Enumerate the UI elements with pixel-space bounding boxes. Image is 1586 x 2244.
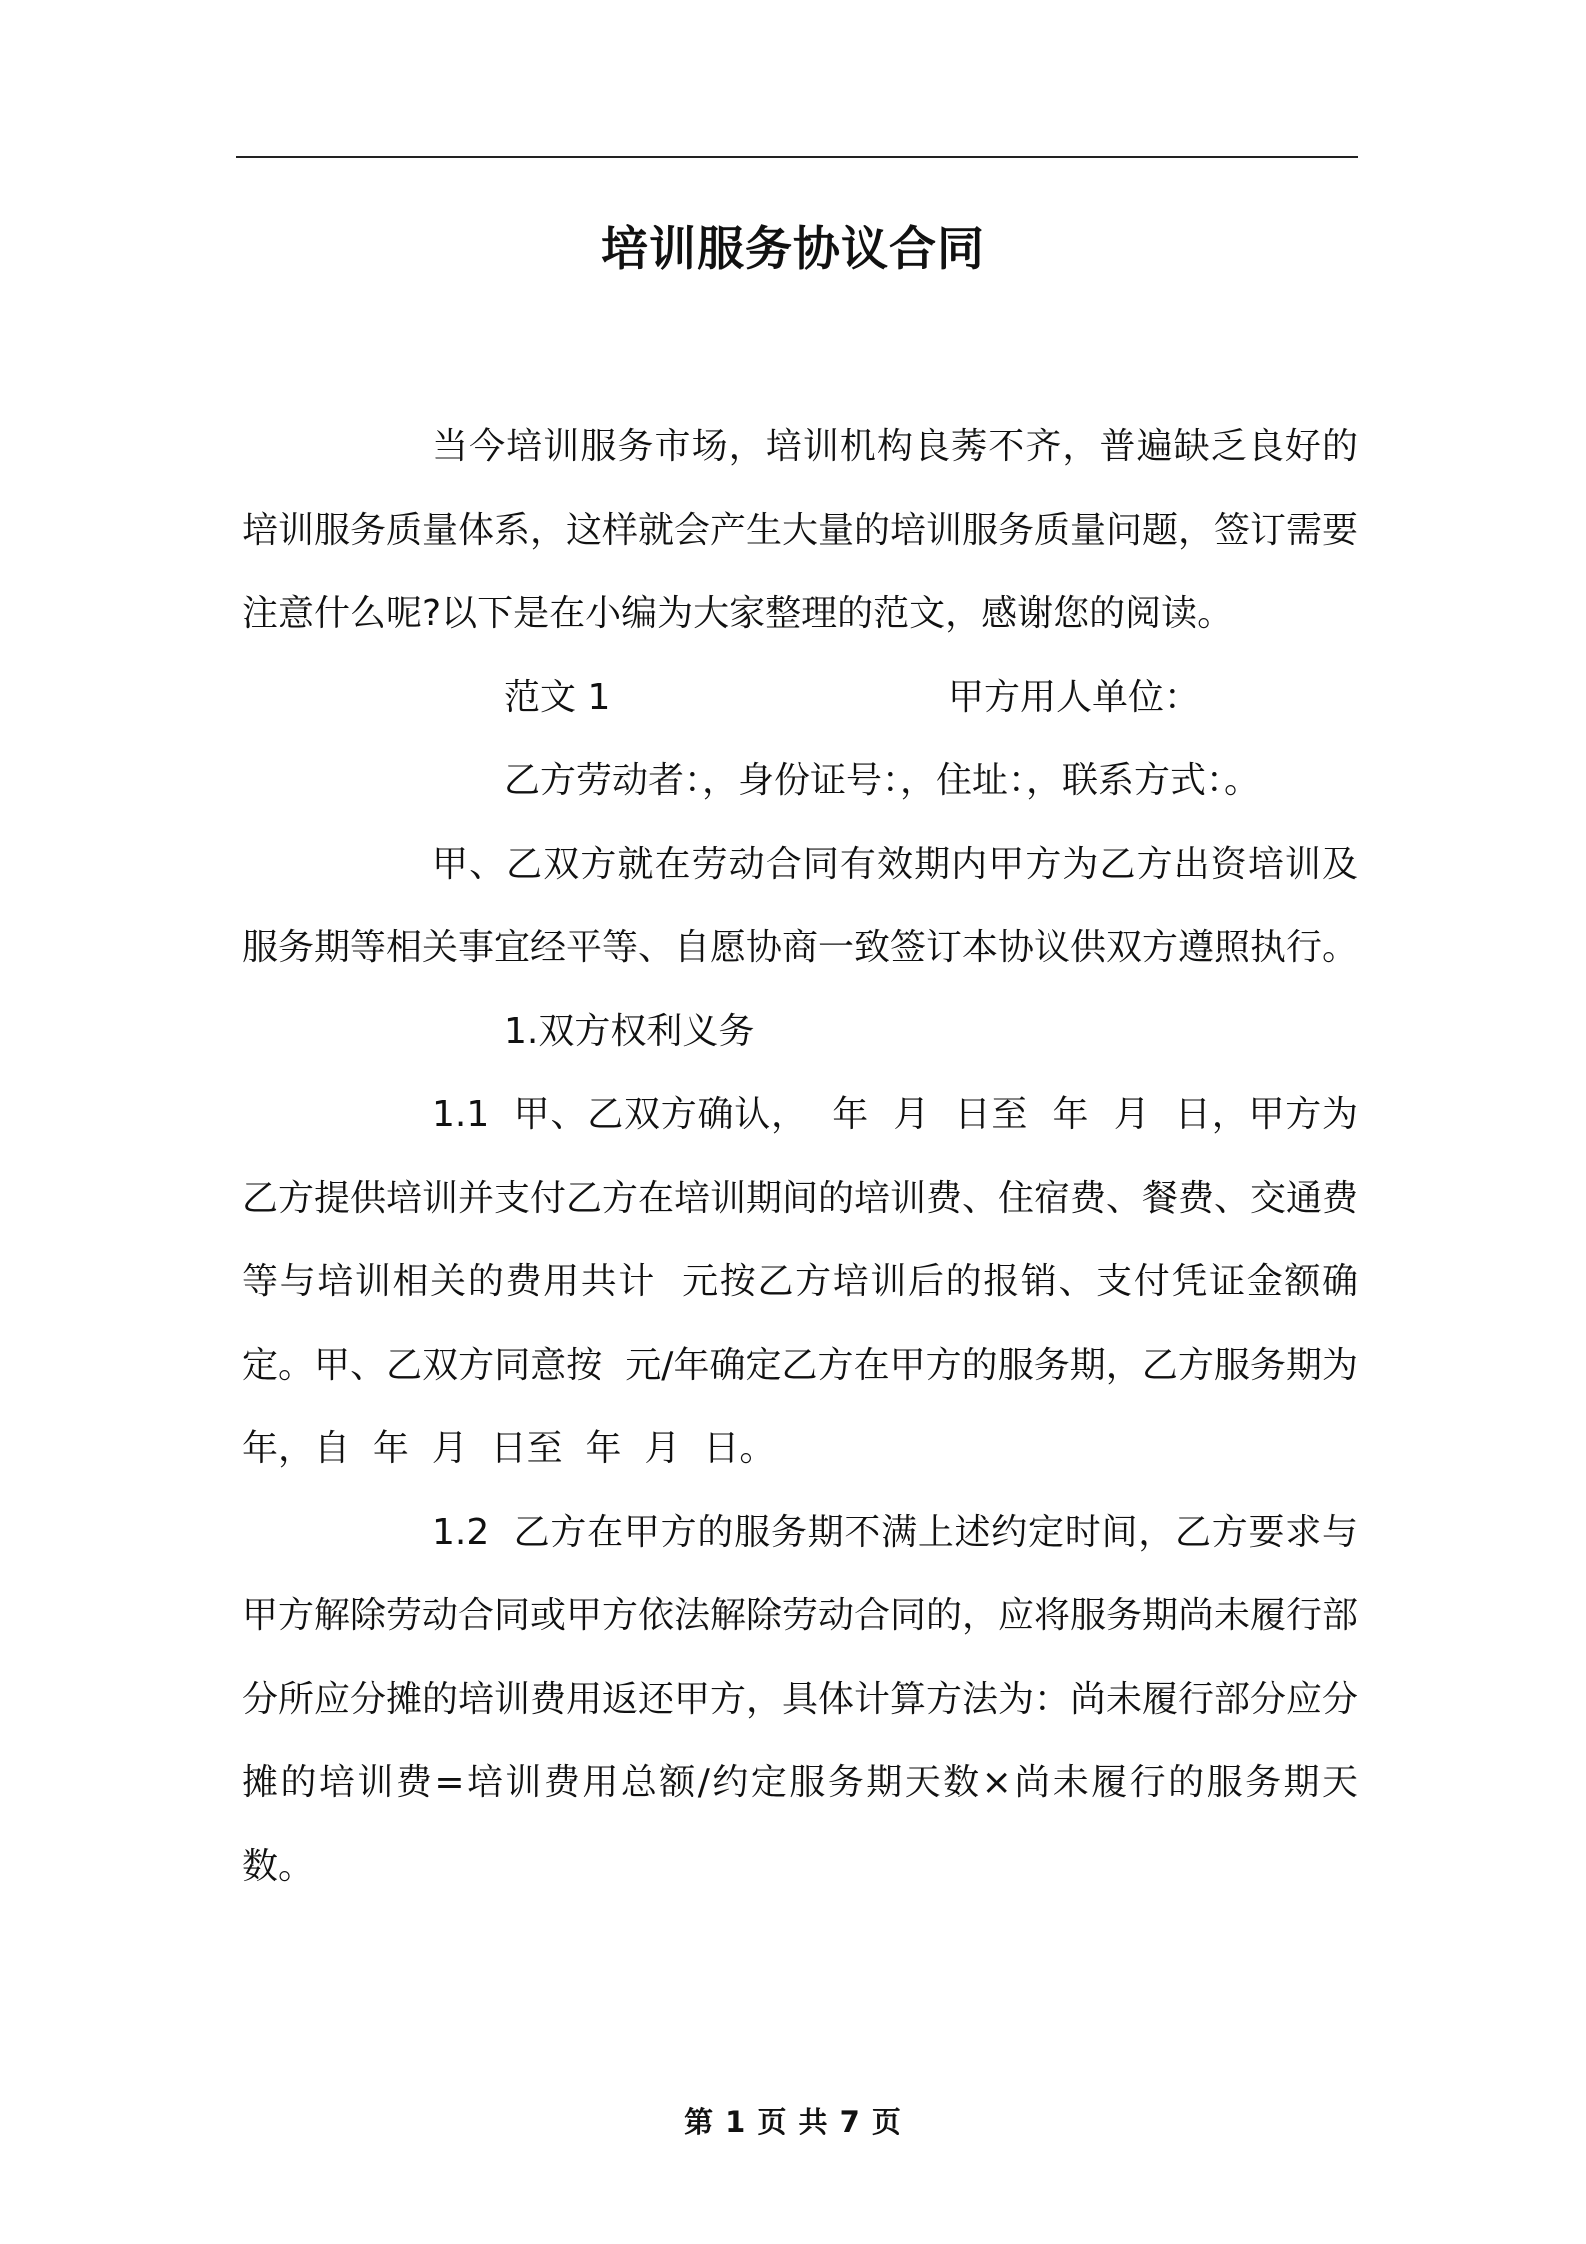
document-title: 培训服务协议合同: [601, 222, 985, 277]
clause-1-1: 1.1 甲、乙双方确认， 年 月 日至 年 月 日，甲方为乙方提供培训并支付乙方在培训期间的培训费、住宿费、餐费、交通费等与培训相关的费用共计 元按乙方培训后的报销、支付凭证金额确定。甲、乙双方同意按 元/年确定乙方在甲方的服务期，乙方服务期为 年，自 年 月 日至 年 月 日。: [242, 1094, 1381, 1469]
party-a-label: 甲方用人单位：: [948, 676, 1201, 718]
party-b-line: 乙方劳动者：，身份证号：，住址：，联系方式：。: [504, 760, 1261, 801]
header-rule: [236, 156, 1358, 158]
agreement-paragraph: 甲、乙双方就在劳动合同有效期内甲方为乙方出资培训及服务期等相关事宜经平等、自愿协商一致签订本协议供双方遵照执行。: [242, 843, 1359, 968]
intro-paragraph: 当今培训服务市场，培训机构良莠不齐，普遍缺乏良好的培训服务质量体系，这样就会产生大量的培训服务质量问题，签订需要注意什么呢?以下是在小编为大家整理的范文，感谢您的阅读。: [242, 426, 1359, 634]
clause-1-2: 1.2 乙方在甲方的服务期不满上述约定时间，乙方要求与甲方解除劳动合同或甲方依法解除劳动合同的，应将服务期尚未履行部分所应分摊的培训费用返还甲方，具体计算方法为：尚未履行部分应分摊的培训费=培训费用总额/约定服务期天数×尚未履行的服务期天数。: [242, 1511, 1359, 1887]
page-number-footer: 第 1 页 共 7 页: [684, 2105, 902, 2139]
document-body: [242, 405, 1381, 1908]
sample-header-row: [242, 656, 1358, 740]
sample-label: 范文 1: [504, 676, 611, 718]
section-heading: 1.双方权利义务: [504, 1010, 755, 1052]
